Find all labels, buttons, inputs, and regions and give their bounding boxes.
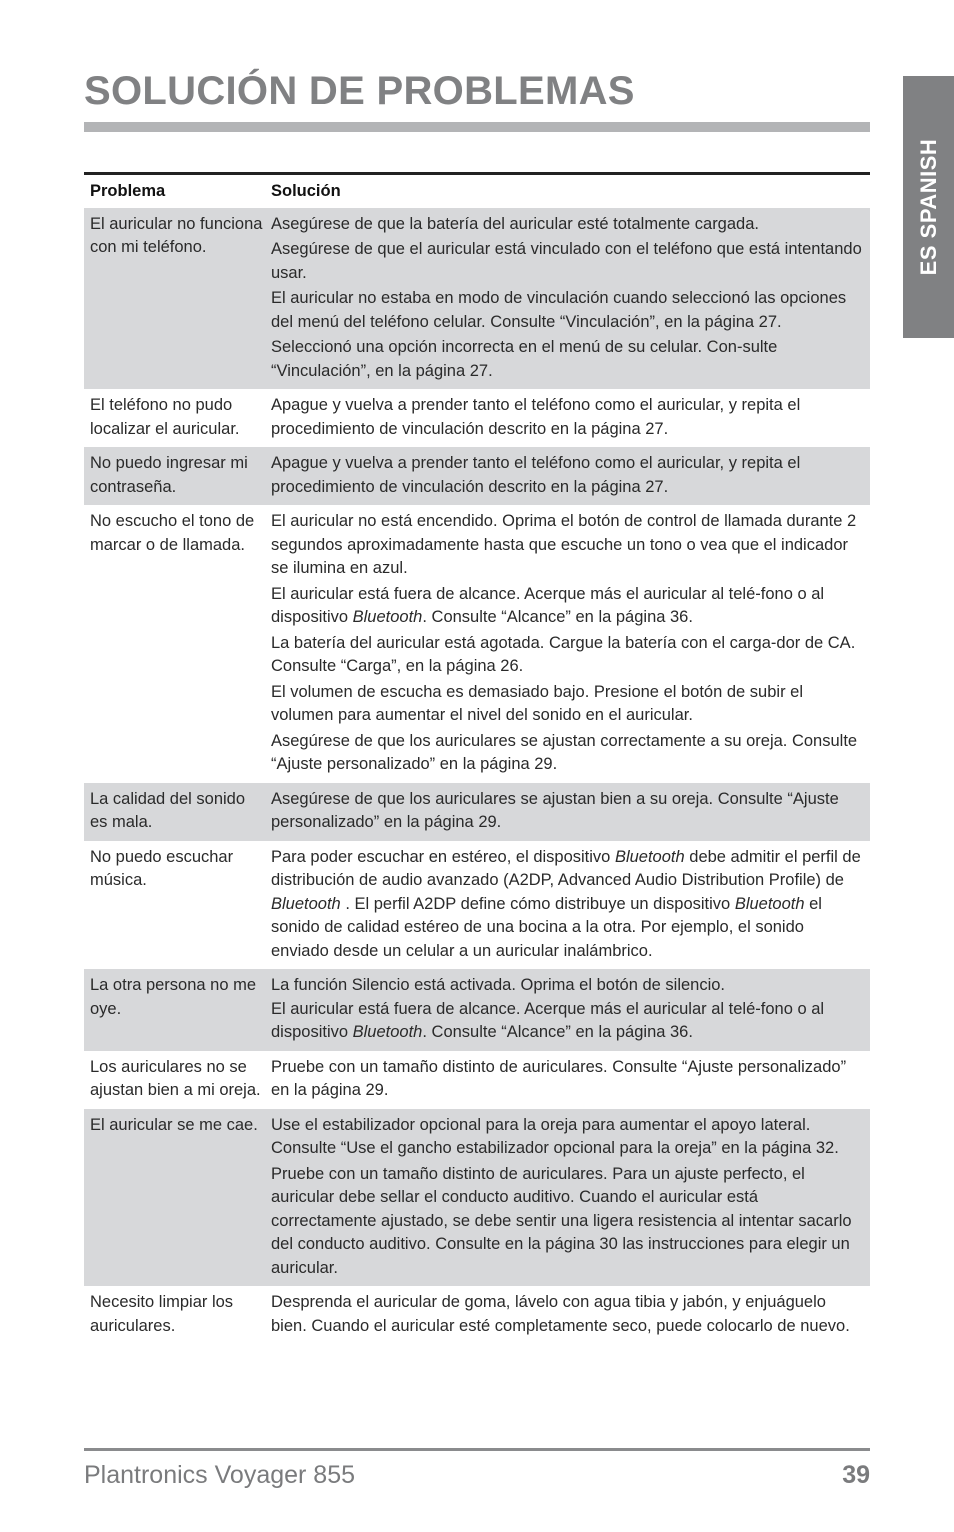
solution-cell [271, 447, 870, 505]
footer-product-name: Plantronics Voyager 855 [84, 1461, 356, 1489]
problem-cell: El auricular no funciona con mi teléfono. [90, 214, 263, 256]
table-row [84, 1286, 870, 1344]
problem-cell: El teléfono no pudo localizar el auricular. [90, 396, 240, 438]
solution-text: Pruebe con un tamaño distinto de auriculares. Consulte “Ajuste personalizado” en la página 29. [271, 1057, 847, 1099]
solution-cell [271, 208, 870, 390]
solution-text: Asegúrese de que los auriculares se ajustan bien a su oreja. Consulte “Ajuste personalizado” en la página 29. [271, 789, 839, 831]
table-row [84, 208, 870, 390]
solution-text: El auricular está fuera de alcance. Acerque más el auricular al telé-fono o al dispositivo Bluetooth. Consulte “Alcance” en la página 36. [271, 999, 825, 1041]
problem-cell: La otra persona no me oye. [90, 976, 257, 1018]
page-number: 39 [842, 1461, 870, 1489]
language-tab-label: ES SPANISH [915, 138, 941, 276]
page-title: SOLUCIÓN DE PROBLEMAS [84, 69, 635, 113]
table-row [84, 447, 870, 505]
problem-cell: Los auriculares no se ajustan bien a mi oreja. [90, 1057, 261, 1099]
solution-text: El volumen de escucha es demasiado bajo. Presione el botón de subir el volumen para aumentar el nivel del sonido en el auricular. [271, 682, 803, 724]
problem-cell: La calidad del sonido es mala. [90, 789, 246, 831]
footer-rule [84, 1448, 870, 1451]
solution-cell [271, 969, 870, 1051]
column-header-problem: Problema [90, 182, 166, 200]
table-row [84, 1051, 870, 1109]
table-row [84, 969, 870, 1051]
solution-cell [271, 783, 870, 841]
solution-text: El auricular no estaba en modo de vinculación cuando seleccionó las opciones del menú del teléfono celular. Consulte “Vinculación”, en la página 27. [271, 289, 847, 331]
language-tab [903, 76, 954, 338]
problem-cell: No escucho el tono de marcar o de llamada. [90, 512, 255, 554]
solution-text: Desprenda el auricular de goma, lávelo con agua tibia y jabón, y enjuáguelo bien. Cuando el auricular esté completamente seco, puede colocarlo de nuevo. [271, 1293, 850, 1335]
table-row [84, 841, 870, 970]
table-row [84, 1109, 870, 1287]
table-header-row [84, 175, 870, 208]
solution-text: El auricular está fuera de alcance. Acerque más el auricular al telé-fono o al dispositivo Bluetooth. Consulte “Alcance” en la página 36. [271, 584, 825, 626]
problem-cell: No puedo escuchar música. [90, 847, 234, 889]
troubleshooting-table [84, 172, 870, 1344]
table-row [84, 389, 870, 447]
problem-cell: No puedo ingresar mi contraseña. [90, 454, 248, 496]
table-row [84, 505, 870, 783]
solution-cell [271, 505, 870, 783]
solution-text: Pruebe con un tamaño distinto de auriculares. Para un ajuste perfecto, el auricular debe sellar el conducto auditivo. Cuando el auricular está correctamente ajustado, se debe sentir una ligera resistencia al intentar sacarlo del conducto auditivo. Consulte en la página 30 las instrucciones para elegir un auricular. [271, 1164, 852, 1277]
column-header-solution: Solución [271, 182, 341, 200]
solution-text: La batería del auricular está agotada. Cargue la batería con el carga-dor de CA. Consulte “Carga”, en la página 26. [271, 633, 856, 675]
solution-cell [271, 841, 870, 970]
solution-text: Para poder escuchar en estéreo, el dispositivo Bluetooth debe admitir el perfil de distribución de audio avanzado (A2DP, Advanced Audio Distribution Profile) de Bluetooth . El perfil A2DP define cómo distribuye un dispositivo Bluetooth el sonido de calidad estéreo de una bocina a la otra. Por ejemplo, el sonido enviado desde un celular a un auricular inalámbrico. [271, 847, 861, 960]
problem-cell: Necesito limpiar los auriculares. [90, 1293, 234, 1335]
table-row [84, 783, 870, 841]
solution-text: Asegúrese de que los auriculares se ajustan correctamente a su oreja. Consulte “Ajuste personalizado” en la página 29. [271, 731, 858, 773]
title-rule [84, 122, 870, 132]
solution-cell [271, 389, 870, 447]
solution-text: La función Silencio está activada. Oprima el botón de silencio. [271, 976, 726, 994]
solution-text: El auricular no está encendido. Oprima el botón de control de llamada durante 2 segundos aproximadamente hasta que escuche un tono o vea que el indicador se ilumina en azul. [271, 512, 857, 577]
solution-text: Apague y vuelva a prender tanto el teléfono como el auricular, y repita el procedimiento de vinculación descrito en la página 27. [271, 454, 801, 496]
solution-cell [271, 1051, 870, 1109]
solution-text: Asegúrese de que el auricular está vinculado con el teléfono que está intentando usar. [271, 240, 862, 282]
solution-cell [271, 1109, 870, 1287]
solution-text: Seleccionó una opción incorrecta en el menú de su celular. Con-sulte “Vinculación”, en la página 27. [271, 338, 778, 380]
solution-text: Asegúrese de que la batería del auricular esté totalmente cargada. [271, 214, 759, 233]
solution-text: Use el estabilizador opcional para la oreja para aumentar el apoyo lateral. Consulte “Use el gancho estabilizador opcional para la oreja” en la página 32. [271, 1115, 839, 1157]
problem-cell: El auricular se me cae. [90, 1115, 258, 1134]
solution-cell [271, 1286, 870, 1344]
solution-text: Apague y vuelva a prender tanto el teléfono como el auricular, y repita el procedimiento de vinculación descrito en la página 27. [271, 396, 801, 438]
